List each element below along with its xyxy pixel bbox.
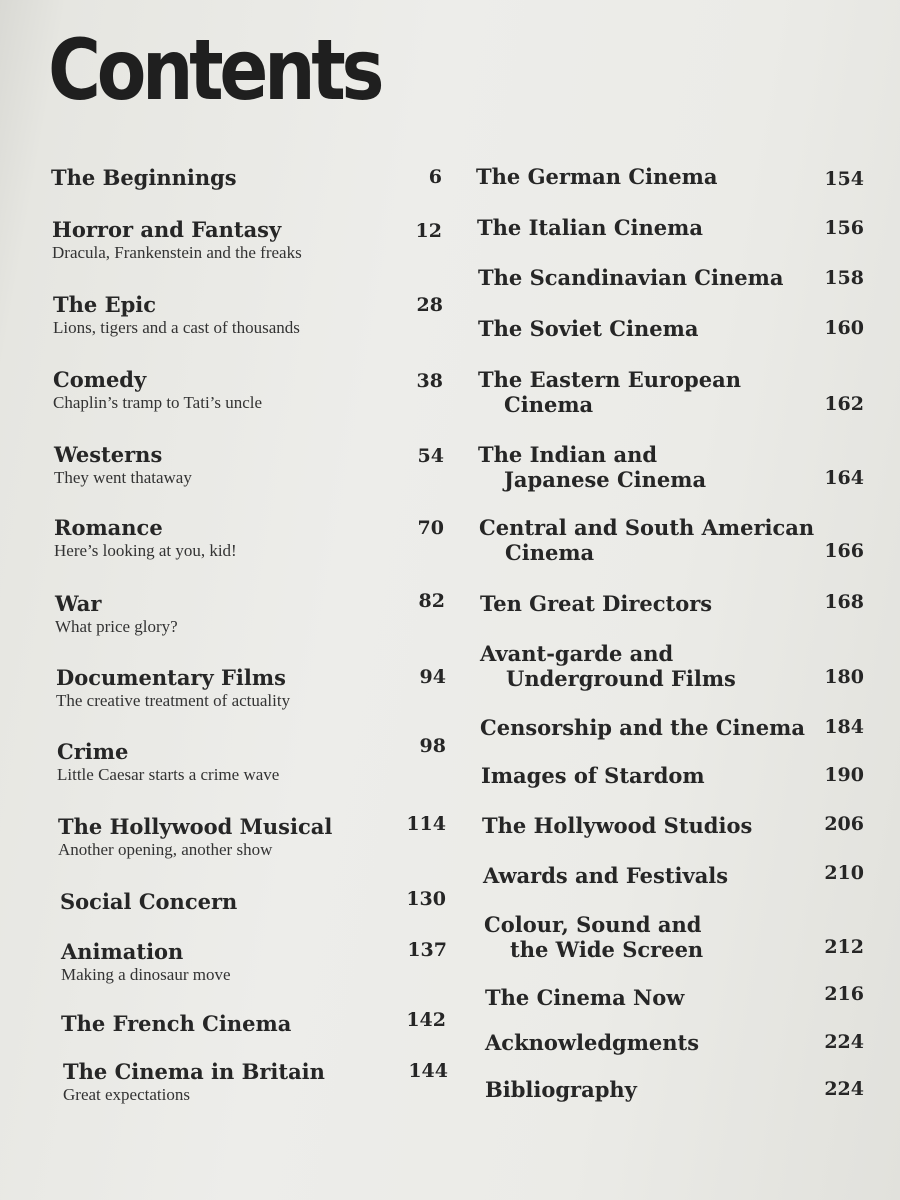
toc-entry-comedy[interactable] xyxy=(53,367,262,413)
toc-entry-subtitle: Little Caesar starts a crime wave xyxy=(57,765,280,784)
toc-entry-title: Ten Great Directors xyxy=(480,591,713,616)
toc-entry-subtitle: Great expectations xyxy=(63,1085,190,1104)
toc-entry-title: The Hollywood Musical xyxy=(58,814,333,839)
toc-entry-social-concern[interactable] xyxy=(60,889,237,914)
toc-entry-page: 216 xyxy=(824,983,864,1005)
toc-entry-title xyxy=(479,515,814,565)
toc-entry-title-line1: The Eastern European xyxy=(478,367,741,392)
toc-entry-title xyxy=(484,912,703,962)
toc-entry-page: 162 xyxy=(824,393,864,415)
toc-entry-title: Acknowledgments xyxy=(485,1030,700,1055)
toc-entry-page: 6 xyxy=(428,166,442,188)
toc-entry-title: The Epic xyxy=(53,292,157,317)
toc-entry-title-line2: Underground Films xyxy=(506,666,736,691)
toc-entry-title: Westerns xyxy=(54,442,163,467)
toc-entry-page: 98 xyxy=(419,735,446,757)
toc-entry-bibliography[interactable] xyxy=(485,1077,637,1102)
toc-entry-indian-japanese-cinema[interactable] xyxy=(478,442,706,492)
toc-entry-title: Comedy xyxy=(53,367,147,392)
toc-entry-subtitle: Another opening, another show xyxy=(58,840,273,859)
toc-entry-romance[interactable] xyxy=(54,515,237,561)
toc-entry-acknowledgments[interactable] xyxy=(485,1030,699,1055)
toc-entry-avant-garde[interactable] xyxy=(480,641,736,691)
toc-entry-title: The Soviet Cinema xyxy=(478,316,699,341)
toc-entry-title-line2: Cinema xyxy=(505,540,595,565)
toc-entry-title-line1: Colour, Sound and xyxy=(484,912,702,937)
toc-entry-page: 210 xyxy=(824,862,864,884)
toc-entry-page: 212 xyxy=(824,936,864,958)
toc-entry-page: 28 xyxy=(416,294,443,316)
toc-entry-title-line1: The Indian and xyxy=(478,442,658,467)
toc-entry-page: 156 xyxy=(824,217,864,239)
toc-entry-page: 158 xyxy=(824,267,864,289)
toc-entry-war[interactable] xyxy=(55,591,178,637)
toc-entry-soviet-cinema[interactable] xyxy=(478,316,698,341)
toc-entry-subtitle: They went thataway xyxy=(54,468,192,487)
toc-entry-title: Awards and Festivals xyxy=(483,863,729,888)
toc-entry-page: 224 xyxy=(824,1031,864,1053)
toc-entry-title: The Italian Cinema xyxy=(477,215,703,240)
toc-entry-title-line2: Japanese Cinema xyxy=(504,467,707,492)
toc-entry-italian-cinema[interactable] xyxy=(477,215,703,240)
toc-entry-page: 130 xyxy=(406,888,446,910)
toc-entry-subtitle: What price glory? xyxy=(55,617,178,636)
toc-entry-subtitle: The creative treatment of actuality xyxy=(56,691,291,710)
toc-entry-subtitle: Here’s looking at you, kid! xyxy=(54,541,237,560)
toc-entry-eastern-european-cinema[interactable] xyxy=(478,367,741,417)
page-title: Contents xyxy=(48,21,381,119)
toc-entry-page: 190 xyxy=(824,764,864,786)
toc-entry-page: 142 xyxy=(406,1009,446,1031)
toc-entry-page: 168 xyxy=(824,591,864,613)
toc-entry-french-cinema[interactable] xyxy=(61,1011,291,1036)
toc-entry-page: 154 xyxy=(824,168,864,190)
toc-entry-page: 70 xyxy=(417,517,444,539)
toc-entry-hollywood-musical[interactable] xyxy=(58,814,332,860)
toc-entry-title-line2: Cinema xyxy=(504,392,594,417)
toc-entry-beginnings[interactable] xyxy=(51,165,237,190)
toc-entry-westerns[interactable] xyxy=(54,442,192,488)
toc-entry-page: 114 xyxy=(406,813,446,835)
toc-entry-animation[interactable] xyxy=(61,939,231,985)
toc-entry-page: 94 xyxy=(419,666,446,688)
toc-entry-page: 82 xyxy=(418,590,445,612)
toc-entry-page: 12 xyxy=(415,220,442,242)
toc-entry-title: Romance xyxy=(54,515,163,540)
toc-entry-hollywood-studios[interactable] xyxy=(482,813,752,838)
toc-entry-page: 137 xyxy=(407,939,447,961)
toc-entry-german-cinema[interactable] xyxy=(476,164,717,189)
toc-entry-title-line1: Avant-garde and xyxy=(480,641,674,666)
toc-entry-central-south-american-cinema[interactable] xyxy=(479,515,814,565)
toc-entry-title-line1: Central and South American xyxy=(479,515,815,540)
toc-entry-subtitle: Lions, tigers and a cast of thousands xyxy=(53,318,300,337)
toc-entry-title xyxy=(480,641,736,691)
toc-entry-page: 180 xyxy=(824,666,864,688)
toc-entry-page: 166 xyxy=(824,540,864,562)
toc-entry-cinema-britain[interactable] xyxy=(63,1059,325,1105)
toc-entry-subtitle: Making a dinosaur move xyxy=(61,965,231,984)
toc-entry-title: War xyxy=(55,591,102,616)
toc-entry-title: The Hollywood Studios xyxy=(482,813,753,838)
toc-entry-censorship[interactable] xyxy=(480,715,805,740)
toc-entry-title xyxy=(478,367,741,417)
toc-entry-title: Censorship and the Cinema xyxy=(480,715,805,740)
toc-entry-title: Animation xyxy=(61,939,184,964)
toc-entry-title: The French Cinema xyxy=(61,1011,292,1036)
toc-entry-title: The German Cinema xyxy=(476,164,718,189)
toc-entry-colour-sound[interactable] xyxy=(484,912,703,962)
toc-entry-title: Horror and Fantasy xyxy=(52,217,282,242)
toc-entry-title xyxy=(478,442,706,492)
toc-entry-documentary[interactable] xyxy=(56,665,290,711)
toc-entry-title: The Scandinavian Cinema xyxy=(478,265,784,290)
toc-entry-epic[interactable] xyxy=(53,292,300,338)
toc-entry-page: 54 xyxy=(417,445,444,467)
toc-entry-title: Documentary Films xyxy=(56,665,286,690)
toc-entry-page: 184 xyxy=(824,716,864,738)
toc-entry-title: Crime xyxy=(57,739,129,764)
toc-entry-page: 206 xyxy=(824,813,864,835)
toc-entry-subtitle: Chaplin’s tramp to Tati’s uncle xyxy=(53,393,263,412)
toc-entry-page: 38 xyxy=(416,370,443,392)
toc-entry-title: The Cinema in Britain xyxy=(63,1059,325,1084)
toc-entry-title-line2: the Wide Screen xyxy=(510,937,704,962)
toc-entry-awards-festivals[interactable] xyxy=(483,863,728,888)
toc-entry-ten-great-directors[interactable] xyxy=(480,591,712,616)
toc-entry-title: Images of Stardom xyxy=(481,763,705,788)
toc-entry-horror[interactable] xyxy=(52,217,302,263)
toc-entry-images-of-stardom[interactable] xyxy=(481,763,705,788)
toc-entry-title: Social Concern xyxy=(60,889,238,914)
toc-entry-crime[interactable] xyxy=(57,739,279,785)
toc-entry-page: 164 xyxy=(824,467,864,489)
toc-entry-subtitle: Dracula, Frankenstein and the freaks xyxy=(52,243,302,262)
toc-entry-title: The Beginnings xyxy=(51,165,237,190)
toc-entry-title: The Cinema Now xyxy=(485,985,685,1010)
toc-entry-page: 144 xyxy=(408,1060,448,1082)
toc-entry-cinema-now[interactable] xyxy=(485,985,684,1010)
toc-entry-title: Bibliography xyxy=(485,1077,637,1102)
toc-entry-scandinavian-cinema[interactable] xyxy=(478,265,783,290)
toc-entry-page: 160 xyxy=(824,317,864,339)
toc-entry-page: 224 xyxy=(824,1078,864,1100)
